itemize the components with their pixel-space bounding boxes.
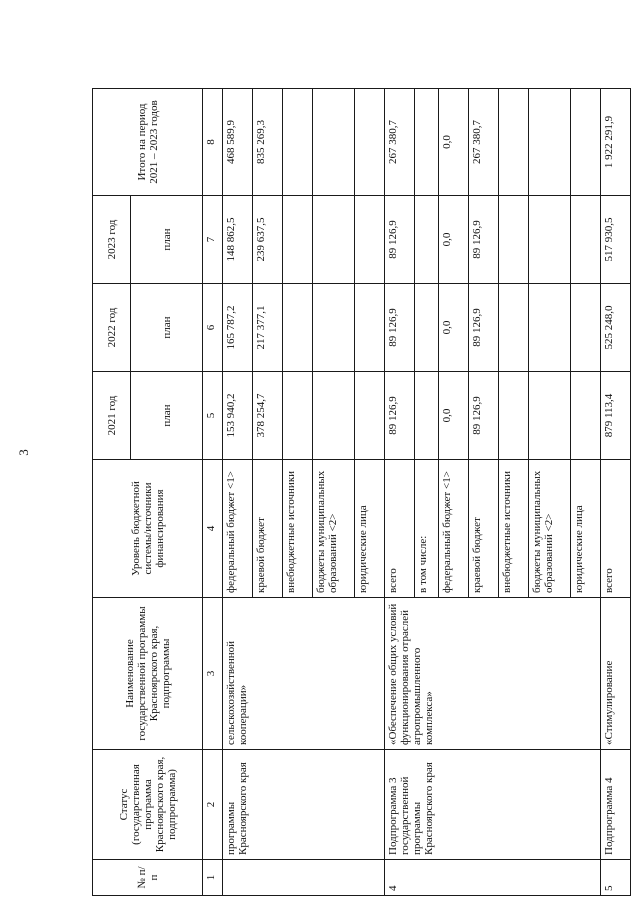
value-2021: 89 126,9 <box>385 372 415 460</box>
value-2023 <box>283 196 313 284</box>
header-2021: 2021 год <box>93 372 131 460</box>
index-cell: 2 <box>203 750 223 860</box>
header-total: Итого на период 2021 – 2023 годов <box>93 89 203 196</box>
rotated-page <box>92 89 615 896</box>
value-total: 468 589,9 <box>223 89 253 196</box>
row-program-name: «Обеспечение общих условий функционирования отраслей агропромышленного комплекса» <box>385 598 601 750</box>
value-2023 <box>415 196 439 284</box>
index-cell: 1 <box>203 860 223 896</box>
value-total <box>283 89 313 196</box>
value-2021: 378 254,7 <box>253 372 283 460</box>
financing-table <box>92 88 631 896</box>
value-total: 267 380,7 <box>469 89 499 196</box>
value-2022 <box>571 284 601 372</box>
value-2023 <box>571 196 601 284</box>
value-2021: 0,0 <box>439 372 469 460</box>
row-status: Подпрограмма 4 <box>601 750 631 860</box>
value-total <box>355 89 385 196</box>
index-cell: 4 <box>203 460 223 598</box>
value-total: 835 269,3 <box>253 89 283 196</box>
value-2021 <box>499 372 529 460</box>
value-2023: 89 126,9 <box>469 196 499 284</box>
funding-source: юридические лица <box>571 460 601 598</box>
index-cell: 8 <box>203 89 223 196</box>
value-total: 0,0 <box>439 89 469 196</box>
funding-source: внебюджетные источники <box>499 460 529 598</box>
funding-source: всего <box>601 460 631 598</box>
value-2023 <box>529 196 571 284</box>
value-2023: 0,0 <box>439 196 469 284</box>
row-status: Подпрограмма 3 государственной программы Красноярского края <box>385 750 601 860</box>
header-level: Уровень бюджетной системы/источники финансирования <box>93 460 203 598</box>
table-row <box>385 89 415 896</box>
page-number: 3 <box>15 449 31 456</box>
value-2023: 517 930,5 <box>601 196 631 284</box>
value-2022: 525 248,0 <box>601 284 631 372</box>
funding-source: федеральный бюджет <1> <box>439 460 469 598</box>
value-total <box>529 89 571 196</box>
row-status: программы Красноярского края <box>223 750 385 860</box>
header-2022: 2022 год <box>93 284 131 372</box>
funding-source: федеральный бюджет <1> <box>223 460 253 598</box>
value-2022 <box>355 284 385 372</box>
value-2022 <box>283 284 313 372</box>
row-number: 4 <box>385 860 601 896</box>
funding-source: юридические лица <box>355 460 385 598</box>
value-2021: 879 113,4 <box>601 372 631 460</box>
funding-source: всего <box>385 460 415 598</box>
value-2021 <box>283 372 313 460</box>
value-2023: 239 637,5 <box>253 196 283 284</box>
value-2023 <box>499 196 529 284</box>
header-num: № п/п <box>93 860 203 896</box>
value-2022: 165 787,2 <box>223 284 253 372</box>
funding-source: внебюджетные источники <box>283 460 313 598</box>
header-name: Наименование государственной программы Красноярского края, подпрограммы <box>93 598 203 750</box>
value-2022 <box>415 284 439 372</box>
header-plan-2023: план <box>131 196 203 284</box>
funding-source: краевой бюджет <box>469 460 499 598</box>
index-cell: 3 <box>203 598 223 750</box>
value-2022: 0,0 <box>439 284 469 372</box>
value-total <box>499 89 529 196</box>
index-cell: 7 <box>203 196 223 284</box>
column-index-row <box>203 89 223 896</box>
value-total: 1 922 291,9 <box>601 89 631 196</box>
value-total <box>313 89 355 196</box>
value-2021 <box>571 372 601 460</box>
value-2022 <box>529 284 571 372</box>
header-row <box>93 89 131 896</box>
value-2023 <box>355 196 385 284</box>
header-plan-2021: план <box>131 372 203 460</box>
funding-source: бюджеты муниципальных образований <2> <box>529 460 571 598</box>
row-number: 5 <box>601 860 631 896</box>
header-plan-2022: план <box>131 284 203 372</box>
value-2021 <box>415 372 439 460</box>
header-2023: 2023 год <box>93 196 131 284</box>
value-2021 <box>355 372 385 460</box>
value-total <box>571 89 601 196</box>
funding-source: краевой бюджет <box>253 460 283 598</box>
header-status: Статус (государственная программа Красноярского края, подпрограмма) <box>93 750 203 860</box>
value-2022: 217 377,1 <box>253 284 283 372</box>
row-number <box>223 860 385 896</box>
value-2021: 153 940,2 <box>223 372 253 460</box>
funding-source: в том числе: <box>415 460 439 598</box>
table-row <box>601 89 631 896</box>
table-row <box>223 89 253 896</box>
value-2022 <box>499 284 529 372</box>
index-cell: 5 <box>203 372 223 460</box>
value-2021 <box>313 372 355 460</box>
value-2021 <box>529 372 571 460</box>
value-2023: 89 126,9 <box>385 196 415 284</box>
index-cell: 6 <box>203 284 223 372</box>
value-total: 267 380,7 <box>385 89 415 196</box>
value-2022 <box>313 284 355 372</box>
value-2023 <box>313 196 355 284</box>
funding-source: бюджеты муниципальных образований <2> <box>313 460 355 598</box>
value-2023: 148 862,5 <box>223 196 253 284</box>
value-total <box>415 89 439 196</box>
value-2022: 89 126,9 <box>469 284 499 372</box>
row-program-name: сельскохозяйственной кооперации» <box>223 598 385 750</box>
value-2021: 89 126,9 <box>469 372 499 460</box>
row-program-name: «Стимулирование <box>601 598 631 750</box>
value-2022: 89 126,9 <box>385 284 415 372</box>
